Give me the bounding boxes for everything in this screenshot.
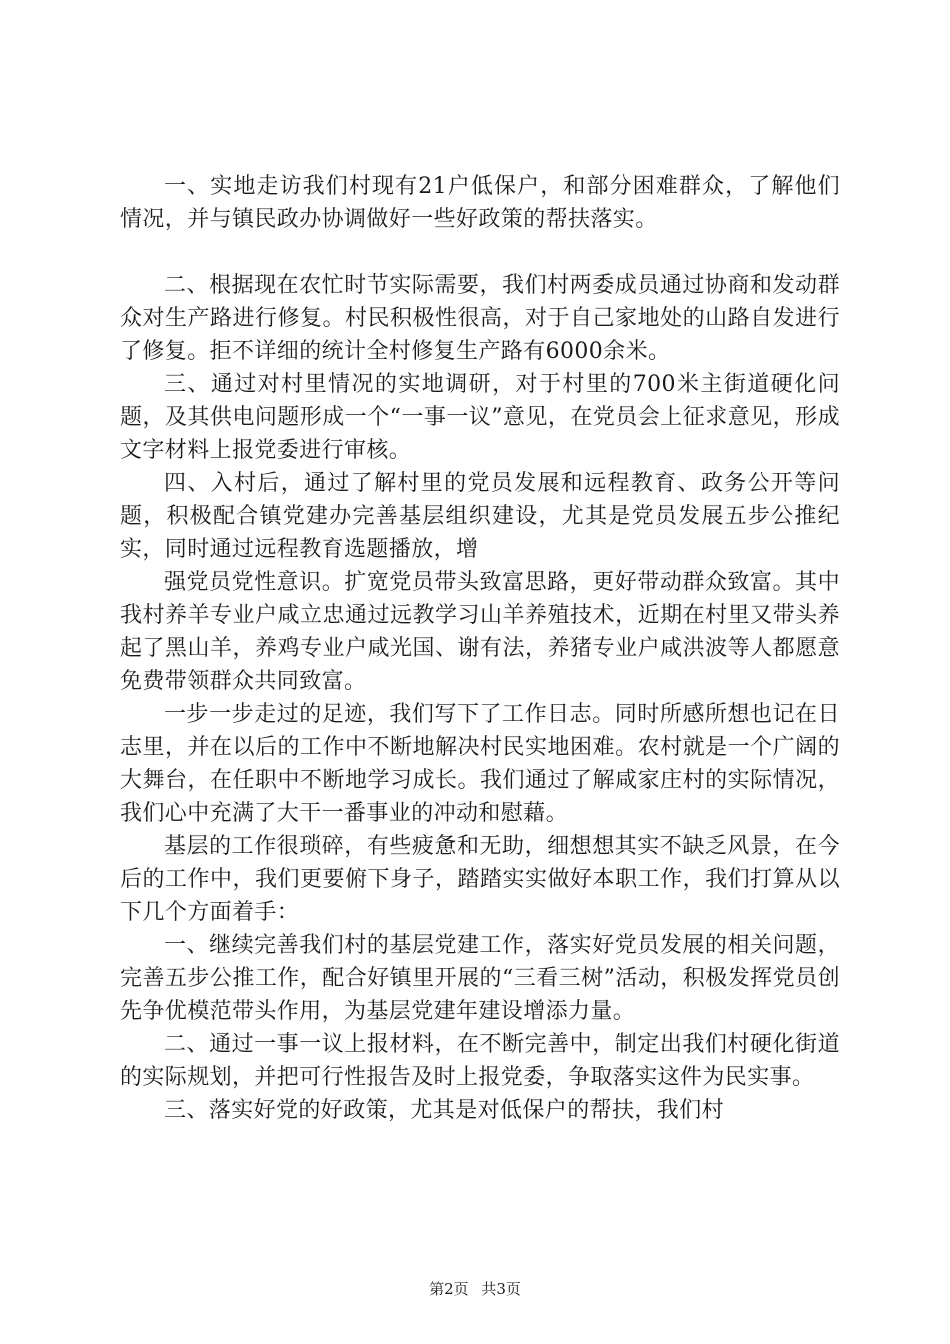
paragraph-7: 基层的工作很琐碎，有些疲惫和无助，细想想其实不缺乏风景，在今后的工作中，我们更要俯下身子，踏踏实实做好本职工作，我们打算从以下几个方面着手： (120, 834, 840, 925)
paragraph-8: 一、继续完善我们村的基层党建工作，落实好党员发展的相关问题，完善五步公推工作，配合好镇里开展的“三看三树”活动，积极发挥党员创先争优模范带头作用，为基层党建年建设增添力量。 (120, 933, 840, 1024)
page-number: 第2页 (429, 1280, 469, 1298)
page-footer (0, 1278, 950, 1299)
paragraph-6: 一步一步走过的足迹，我们写下了工作日志。同时所感所想也记在日志里，并在以后的工作中不断地解决村民实地困难。农村就是一个广阔的大舞台，在任职中不断地学习成长。我们通过了解咸家庄村的实际情况，我们心中充满了大干一番事业的冲动和慰藉。 (120, 702, 840, 826)
paragraph-3: 三、通过对村里情况的实地调研，对于村里的700米主街道硬化问题，及其供电问题形成一个“一事一议”意见，在党员会上征求意见，形成文字材料上报党委进行审核。 (120, 372, 840, 463)
page-total: 共3页 (481, 1280, 521, 1298)
paragraph-2: 二、根据现在农忙时节实际需要，我们村两委成员通过协商和发动群众对生产路进行修复。村民积极性很高，对于自己家地处的山路自发进行了修复。拒不详细的统计全村修复生产路有6000余米。 (120, 273, 840, 364)
document-body (120, 170, 840, 1127)
paragraph-5: 强党员党性意识。扩宽党员带头致富思路，更好带动群众致富。其中我村养羊专业户咸立忠通过远教学习山羊养殖技术，近期在村里又带头养起了黑山羊，养鸡专业户咸光国、谢有法，养猪专业户咸洪波等人都愿意免费带领群众共同致富。 (120, 570, 840, 694)
paragraph-4: 四、入村后，通过了解村里的党员发展和远程教育、政务公开等问题，积极配合镇党建办完善基层组织建设，尤其是党员发展五步公推纪实，同时通过远程教育选题播放，增 (120, 471, 840, 562)
paragraph-9: 二、通过一事一议上报材料，在不断完善中，制定出我们村硬化街道的实际规划，并把可行性报告及时上报党委，争取落实这件为民实事。 (120, 1032, 840, 1090)
paragraph-1: 一、实地走访我们村现有21户低保户，和部分困难群众，了解他们情况，并与镇民政办协调做好一些好政策的帮扶落实。 (120, 174, 840, 232)
paragraph-10: 三、落实好党的好政策，尤其是对低保户的帮扶，我们村 (164, 1098, 725, 1123)
